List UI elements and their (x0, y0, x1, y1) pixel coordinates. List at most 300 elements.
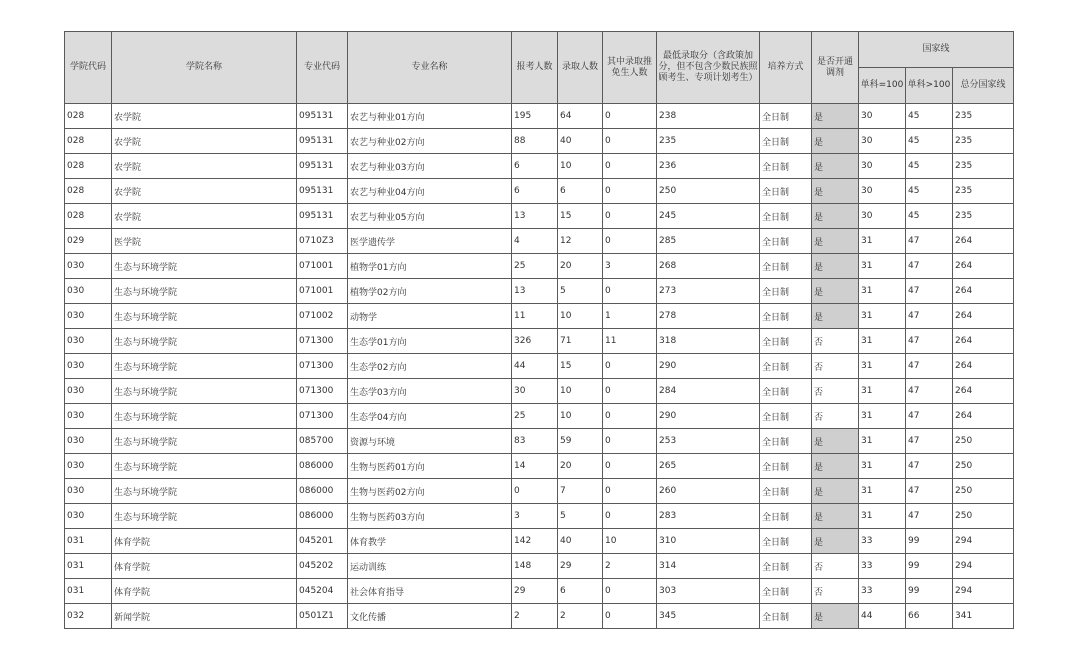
cell-exempt: 2 (603, 554, 657, 579)
cell-applicants: 142 (512, 529, 558, 554)
cell-min-score: 314 (657, 554, 760, 579)
cell-exempt: 0 (603, 379, 657, 404)
cell-study-mode: 全日制 (760, 229, 812, 254)
cell-college-name: 农学院 (112, 179, 297, 204)
cell-single-100: 30 (859, 104, 906, 129)
header-total-line: 总分国家线 (953, 68, 1014, 104)
cell-college-code: 028 (65, 204, 112, 229)
cell-major-name: 生物与医药01方向 (348, 454, 512, 479)
cell-study-mode: 全日制 (760, 604, 812, 629)
cell-major-name: 运动训练 (348, 554, 512, 579)
cell-adjust: 是 (812, 229, 859, 254)
cell-single-100: 30 (859, 204, 906, 229)
cell-study-mode: 全日制 (760, 529, 812, 554)
header-adjust: 是否开通调剂 (812, 32, 859, 104)
cell-min-score: 260 (657, 479, 760, 504)
cell-exempt: 0 (603, 229, 657, 254)
cell-adjust: 否 (812, 379, 859, 404)
cell-applicants: 4 (512, 229, 558, 254)
cell-adjust: 是 (812, 279, 859, 304)
cell-study-mode: 全日制 (760, 429, 812, 454)
cell-admitted: 12 (558, 229, 603, 254)
header-major-code: 专业代码 (297, 32, 348, 104)
cell-college-code: 030 (65, 454, 112, 479)
cell-major-name: 生态学02方向 (348, 354, 512, 379)
cell-single-100: 31 (859, 504, 906, 529)
table-row (65, 429, 1014, 454)
cell-total-line: 341 (953, 604, 1014, 629)
cell-admitted: 10 (558, 154, 603, 179)
cell-college-name: 农学院 (112, 104, 297, 129)
header-exempt: 其中录取推免生人数 (603, 32, 657, 104)
cell-min-score: 265 (657, 454, 760, 479)
cell-applicants: 83 (512, 429, 558, 454)
cell-college-code: 030 (65, 254, 112, 279)
cell-college-code: 030 (65, 504, 112, 529)
cell-exempt: 0 (603, 129, 657, 154)
table-row (65, 154, 1014, 179)
cell-total-line: 235 (953, 104, 1014, 129)
table-row (65, 129, 1014, 154)
cell-major-code: 095131 (297, 179, 348, 204)
cell-study-mode: 全日制 (760, 579, 812, 604)
cell-min-score: 235 (657, 129, 760, 154)
cell-single-100: 31 (859, 454, 906, 479)
cell-adjust: 是 (812, 104, 859, 129)
cell-single-100: 33 (859, 579, 906, 604)
cell-major-name: 生物与医药02方向 (348, 479, 512, 504)
cell-min-score: 250 (657, 179, 760, 204)
cell-exempt: 0 (603, 204, 657, 229)
cell-applicants: 13 (512, 279, 558, 304)
cell-single-gt100: 47 (906, 479, 953, 504)
cell-major-name: 医学遗传学 (348, 229, 512, 254)
cell-applicants: 0 (512, 479, 558, 504)
cell-min-score: 268 (657, 254, 760, 279)
cell-min-score: 278 (657, 304, 760, 329)
cell-min-score: 253 (657, 429, 760, 454)
table-row (65, 279, 1014, 304)
cell-college-code: 030 (65, 354, 112, 379)
cell-study-mode: 全日制 (760, 254, 812, 279)
cell-applicants: 326 (512, 329, 558, 354)
cell-min-score: 283 (657, 504, 760, 529)
cell-adjust: 否 (812, 354, 859, 379)
cell-applicants: 88 (512, 129, 558, 154)
cell-major-code: 095131 (297, 204, 348, 229)
cell-college-name: 生态与环境学院 (112, 379, 297, 404)
cell-admitted: 29 (558, 554, 603, 579)
cell-exempt: 1 (603, 304, 657, 329)
cell-applicants: 13 (512, 204, 558, 229)
cell-admitted: 2 (558, 604, 603, 629)
cell-study-mode: 全日制 (760, 204, 812, 229)
cell-adjust: 是 (812, 479, 859, 504)
cell-single-gt100: 45 (906, 204, 953, 229)
table-row (65, 529, 1014, 554)
cell-exempt: 0 (603, 504, 657, 529)
cell-total-line: 264 (953, 379, 1014, 404)
cell-admitted: 6 (558, 579, 603, 604)
header-applicants: 报考人数 (512, 32, 558, 104)
cell-major-code: 0501Z1 (297, 604, 348, 629)
cell-min-score: 345 (657, 604, 760, 629)
cell-single-gt100: 45 (906, 154, 953, 179)
cell-total-line: 264 (953, 304, 1014, 329)
cell-single-gt100: 47 (906, 404, 953, 429)
cell-college-name: 生态与环境学院 (112, 404, 297, 429)
table-row (65, 454, 1014, 479)
cell-applicants: 11 (512, 304, 558, 329)
cell-single-gt100: 47 (906, 379, 953, 404)
cell-study-mode: 全日制 (760, 304, 812, 329)
cell-college-name: 农学院 (112, 154, 297, 179)
cell-study-mode: 全日制 (760, 479, 812, 504)
cell-study-mode: 全日制 (760, 404, 812, 429)
cell-college-code: 031 (65, 529, 112, 554)
cell-applicants: 29 (512, 579, 558, 604)
cell-admitted: 7 (558, 479, 603, 504)
header-college-code: 学院代码 (65, 32, 112, 104)
cell-major-name: 社会体育指导 (348, 579, 512, 604)
cell-single-gt100: 47 (906, 304, 953, 329)
cell-min-score: 284 (657, 379, 760, 404)
cell-college-code: 032 (65, 604, 112, 629)
cell-college-name: 生态与环境学院 (112, 304, 297, 329)
header-single-gt100: 单科>100 (906, 68, 953, 104)
cell-major-code: 071300 (297, 329, 348, 354)
cell-admitted: 15 (558, 354, 603, 379)
cell-adjust: 是 (812, 204, 859, 229)
cell-applicants: 44 (512, 354, 558, 379)
cell-min-score: 245 (657, 204, 760, 229)
cell-major-code: 045201 (297, 529, 348, 554)
cell-college-code: 030 (65, 429, 112, 454)
cell-min-score: 238 (657, 104, 760, 129)
cell-major-name: 农艺与种业03方向 (348, 154, 512, 179)
cell-admitted: 10 (558, 379, 603, 404)
cell-exempt: 0 (603, 454, 657, 479)
cell-min-score: 303 (657, 579, 760, 604)
cell-major-name: 体育教学 (348, 529, 512, 554)
cell-admitted: 10 (558, 304, 603, 329)
cell-major-name: 资源与环境 (348, 429, 512, 454)
cell-single-100: 30 (859, 154, 906, 179)
cell-college-code: 030 (65, 304, 112, 329)
cell-major-code: 071001 (297, 254, 348, 279)
cell-major-name: 植物学02方向 (348, 279, 512, 304)
cell-exempt: 3 (603, 254, 657, 279)
cell-study-mode: 全日制 (760, 104, 812, 129)
cell-admitted: 20 (558, 454, 603, 479)
cell-total-line: 294 (953, 529, 1014, 554)
cell-total-line: 250 (953, 504, 1014, 529)
cell-applicants: 6 (512, 179, 558, 204)
header-single-100: 单科=100 (859, 68, 906, 104)
cell-adjust: 否 (812, 404, 859, 429)
cell-single-100: 31 (859, 354, 906, 379)
cell-single-gt100: 47 (906, 429, 953, 454)
cell-total-line: 264 (953, 329, 1014, 354)
cell-major-code: 086000 (297, 454, 348, 479)
cell-total-line: 250 (953, 479, 1014, 504)
cell-total-line: 294 (953, 579, 1014, 604)
cell-single-gt100: 99 (906, 554, 953, 579)
cell-college-name: 生态与环境学院 (112, 279, 297, 304)
cell-major-name: 农艺与种业02方向 (348, 129, 512, 154)
cell-exempt: 0 (603, 279, 657, 304)
cell-exempt: 0 (603, 479, 657, 504)
cell-major-code: 0710Z3 (297, 229, 348, 254)
table-row (65, 404, 1014, 429)
cell-single-100: 33 (859, 529, 906, 554)
cell-total-line: 235 (953, 129, 1014, 154)
cell-exempt: 0 (603, 154, 657, 179)
cell-min-score: 236 (657, 154, 760, 179)
cell-major-name: 生态学03方向 (348, 379, 512, 404)
cell-single-gt100: 47 (906, 454, 953, 479)
cell-adjust: 否 (812, 554, 859, 579)
cell-major-code: 095131 (297, 129, 348, 154)
cell-total-line: 294 (953, 554, 1014, 579)
cell-applicants: 6 (512, 154, 558, 179)
cell-exempt: 0 (603, 604, 657, 629)
cell-study-mode: 全日制 (760, 454, 812, 479)
cell-single-100: 31 (859, 379, 906, 404)
cell-exempt: 0 (603, 104, 657, 129)
table-row (65, 179, 1014, 204)
table-row (65, 479, 1014, 504)
header-college-name: 学院名称 (112, 32, 297, 104)
cell-college-code: 030 (65, 479, 112, 504)
cell-single-100: 30 (859, 129, 906, 154)
cell-admitted: 10 (558, 404, 603, 429)
cell-adjust: 是 (812, 129, 859, 154)
cell-major-code: 071300 (297, 404, 348, 429)
cell-applicants: 25 (512, 404, 558, 429)
header-admitted: 录取人数 (558, 32, 603, 104)
cell-study-mode: 全日制 (760, 329, 812, 354)
cell-major-code: 095131 (297, 154, 348, 179)
table-row (65, 304, 1014, 329)
cell-applicants: 3 (512, 504, 558, 529)
cell-college-name: 生态与环境学院 (112, 454, 297, 479)
cell-study-mode: 全日制 (760, 129, 812, 154)
cell-exempt: 0 (603, 354, 657, 379)
cell-applicants: 148 (512, 554, 558, 579)
cell-single-100: 31 (859, 429, 906, 454)
header-study-mode: 培养方式 (760, 32, 812, 104)
cell-single-gt100: 45 (906, 179, 953, 204)
cell-college-code: 030 (65, 404, 112, 429)
cell-single-gt100: 47 (906, 329, 953, 354)
cell-single-gt100: 47 (906, 229, 953, 254)
cell-admitted: 15 (558, 204, 603, 229)
header-national-line: 国家线 (859, 32, 1014, 68)
cell-college-code: 031 (65, 554, 112, 579)
cell-major-name: 农艺与种业01方向 (348, 104, 512, 129)
cell-study-mode: 全日制 (760, 279, 812, 304)
cell-adjust: 是 (812, 179, 859, 204)
cell-single-gt100: 47 (906, 254, 953, 279)
table-row (65, 329, 1014, 354)
cell-applicants: 14 (512, 454, 558, 479)
table-row (65, 604, 1014, 629)
cell-single-100: 31 (859, 329, 906, 354)
cell-total-line: 264 (953, 279, 1014, 304)
cell-single-gt100: 47 (906, 354, 953, 379)
cell-major-name: 生态学04方向 (348, 404, 512, 429)
cell-adjust: 是 (812, 254, 859, 279)
cell-total-line: 264 (953, 254, 1014, 279)
cell-exempt: 0 (603, 429, 657, 454)
cell-college-name: 体育学院 (112, 579, 297, 604)
cell-total-line: 235 (953, 179, 1014, 204)
cell-single-100: 33 (859, 554, 906, 579)
cell-single-gt100: 99 (906, 529, 953, 554)
cell-college-code: 030 (65, 279, 112, 304)
table-row (65, 554, 1014, 579)
cell-admitted: 71 (558, 329, 603, 354)
cell-adjust: 是 (812, 454, 859, 479)
cell-study-mode: 全日制 (760, 179, 812, 204)
cell-major-code: 071300 (297, 354, 348, 379)
cell-major-name: 农艺与种业05方向 (348, 204, 512, 229)
cell-college-name: 农学院 (112, 129, 297, 154)
cell-single-100: 31 (859, 304, 906, 329)
cell-admitted: 5 (558, 504, 603, 529)
cell-total-line: 264 (953, 354, 1014, 379)
cell-total-line: 250 (953, 429, 1014, 454)
cell-college-code: 030 (65, 329, 112, 354)
cell-exempt: 0 (603, 404, 657, 429)
cell-min-score: 290 (657, 404, 760, 429)
cell-college-name: 生态与环境学院 (112, 479, 297, 504)
cell-applicants: 195 (512, 104, 558, 129)
cell-single-gt100: 47 (906, 279, 953, 304)
cell-single-gt100: 45 (906, 129, 953, 154)
cell-single-100: 31 (859, 254, 906, 279)
cell-total-line: 250 (953, 454, 1014, 479)
cell-single-100: 44 (859, 604, 906, 629)
header-major-name: 专业名称 (348, 32, 512, 104)
cell-min-score: 273 (657, 279, 760, 304)
cell-min-score: 318 (657, 329, 760, 354)
cell-major-name: 动物学 (348, 304, 512, 329)
cell-admitted: 20 (558, 254, 603, 279)
cell-major-code: 071300 (297, 379, 348, 404)
cell-single-gt100: 66 (906, 604, 953, 629)
cell-exempt: 0 (603, 579, 657, 604)
cell-study-mode: 全日制 (760, 379, 812, 404)
cell-study-mode: 全日制 (760, 504, 812, 529)
cell-college-code: 028 (65, 104, 112, 129)
cell-min-score: 290 (657, 354, 760, 379)
cell-min-score: 310 (657, 529, 760, 554)
cell-major-code: 095131 (297, 104, 348, 129)
cell-total-line: 264 (953, 229, 1014, 254)
cell-college-code: 031 (65, 579, 112, 604)
cell-adjust: 是 (812, 504, 859, 529)
cell-single-gt100: 99 (906, 579, 953, 604)
cell-study-mode: 全日制 (760, 554, 812, 579)
cell-major-name: 生态学01方向 (348, 329, 512, 354)
cell-applicants: 25 (512, 254, 558, 279)
cell-admitted: 5 (558, 279, 603, 304)
cell-min-score: 285 (657, 229, 760, 254)
table-row (65, 254, 1014, 279)
cell-single-100: 31 (859, 279, 906, 304)
cell-college-code: 028 (65, 154, 112, 179)
cell-total-line: 235 (953, 154, 1014, 179)
cell-admitted: 6 (558, 179, 603, 204)
cell-major-name: 植物学01方向 (348, 254, 512, 279)
cell-total-line: 264 (953, 404, 1014, 429)
table-row (65, 379, 1014, 404)
cell-major-code: 045202 (297, 554, 348, 579)
cell-major-code: 086000 (297, 479, 348, 504)
cell-total-line: 235 (953, 204, 1014, 229)
cell-major-code: 085700 (297, 429, 348, 454)
cell-single-100: 30 (859, 179, 906, 204)
cell-college-name: 生态与环境学院 (112, 504, 297, 529)
cell-major-code: 071001 (297, 279, 348, 304)
cell-adjust: 是 (812, 604, 859, 629)
cell-college-name: 新闻学院 (112, 604, 297, 629)
cell-major-name: 文化传播 (348, 604, 512, 629)
cell-college-name: 医学院 (112, 229, 297, 254)
cell-exempt: 0 (603, 179, 657, 204)
cell-college-name: 农学院 (112, 204, 297, 229)
cell-college-name: 体育学院 (112, 529, 297, 554)
cell-single-100: 31 (859, 479, 906, 504)
cell-adjust: 是 (812, 429, 859, 454)
cell-college-code: 030 (65, 379, 112, 404)
cell-adjust: 是 (812, 304, 859, 329)
table-row (65, 354, 1014, 379)
cell-major-code: 045204 (297, 579, 348, 604)
cell-college-name: 体育学院 (112, 554, 297, 579)
cell-study-mode: 全日制 (760, 154, 812, 179)
cell-college-code: 029 (65, 229, 112, 254)
cell-adjust: 否 (812, 329, 859, 354)
cell-college-code: 028 (65, 179, 112, 204)
table-body (65, 104, 1014, 629)
cell-applicants: 2 (512, 604, 558, 629)
cell-major-code: 071002 (297, 304, 348, 329)
cell-exempt: 10 (603, 529, 657, 554)
cell-exempt: 11 (603, 329, 657, 354)
cell-single-gt100: 45 (906, 104, 953, 129)
header-min-score: 最低录取分（含政策加分，但不包含少数民族照顾考生、专项计划考生） (657, 32, 760, 104)
table-header (65, 32, 1014, 104)
table-row (65, 504, 1014, 529)
admission-table (64, 31, 1014, 629)
cell-admitted: 40 (558, 529, 603, 554)
cell-adjust: 否 (812, 579, 859, 604)
cell-college-name: 生态与环境学院 (112, 429, 297, 454)
table-row (65, 579, 1014, 604)
table-row (65, 229, 1014, 254)
cell-college-name: 生态与环境学院 (112, 329, 297, 354)
cell-admitted: 40 (558, 129, 603, 154)
cell-college-name: 生态与环境学院 (112, 354, 297, 379)
table-row (65, 104, 1014, 129)
cell-single-100: 31 (859, 404, 906, 429)
cell-adjust: 是 (812, 529, 859, 554)
cell-applicants: 30 (512, 379, 558, 404)
cell-college-name: 生态与环境学院 (112, 254, 297, 279)
